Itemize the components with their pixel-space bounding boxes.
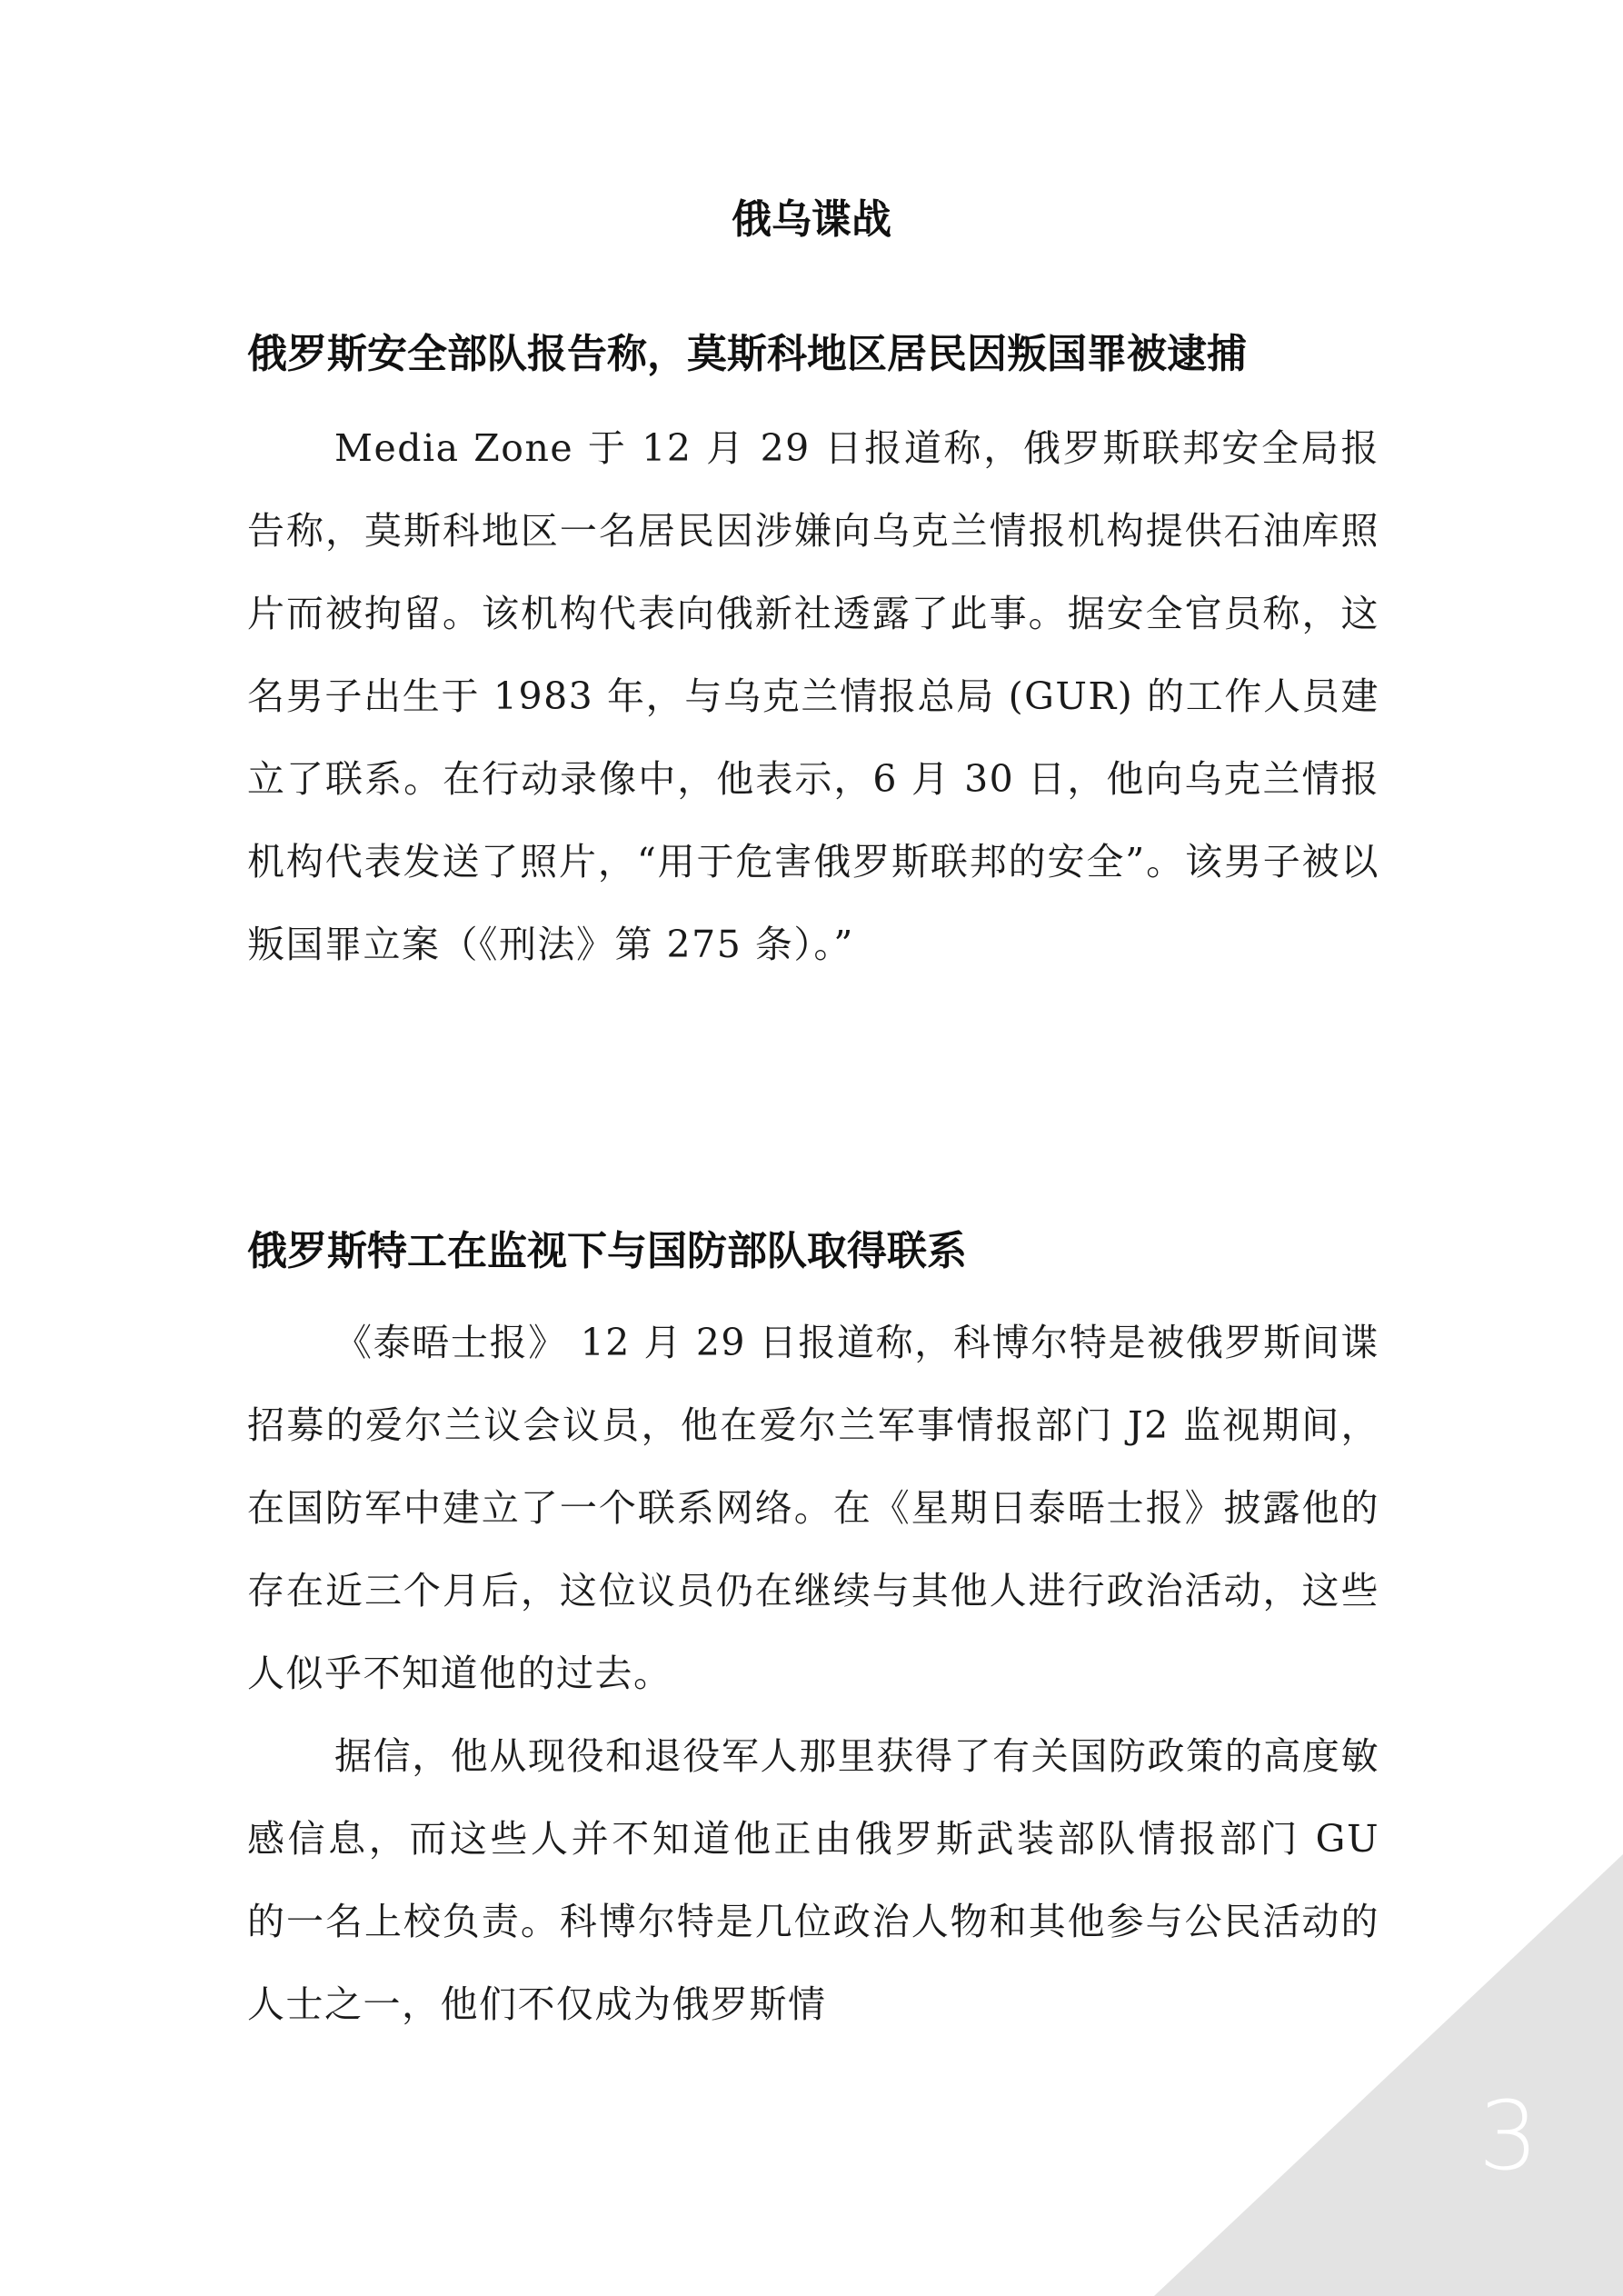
section-heading-2: 俄罗斯特工在监视下与国防部队取得联系 (247, 1228, 967, 1274)
section-2-paragraph-2: 据信，他从现役和退役军人那里获得了有关国防政策的高度敏感信息，而这些人并不知道他正由俄罗斯武装部队情报部门 GU 的一名上校负责。科博尔特是几位政治人物和其他参与公民活动的人士之一，他们不仅成为俄罗斯情 (247, 1734, 1379, 2026)
section-heading-1: 俄罗斯安全部队报告称，莫斯科地区居民因叛国罪被逮捕 (247, 331, 1247, 377)
section-2-paragraph-1: 《泰晤士报》 12 月 29 日报道称，科博尔特是被俄罗斯间谍招募的爱尔兰议会议员，他在爱尔兰军事情报部门 J2 监视期间，在国防军中建立了一个联系网络。在《星期日泰晤士报》披露他的存在近三个月后，这位议员仍在继续与其他人进行政治活动，这些人似乎不知道他的过去。 (247, 1321, 1379, 1695)
document-title: 俄乌谍战 (732, 196, 891, 243)
section-1-paragraph-1: Media Zone 于 12 月 29 日报道称，俄罗斯联邦安全局报告称，莫斯科地区一名居民因涉嫌向乌克兰情报机构提供石油库照片而被拘留。该机构代表向俄新社透露了此事。据安全官员称，这名男子出生于 1983 年，与乌克兰情报总局 (GUR) 的工作人员建立了联系。在行动录像中，他表示，6 月 30 日，他向乌克兰情报机构代表发送了照片，“用于危害俄罗斯联邦的安全”。该男子被以叛国罪立案（《刑法》第 275 条）。” (247, 426, 1379, 966)
page-number: 3 (1478, 2081, 1539, 2191)
